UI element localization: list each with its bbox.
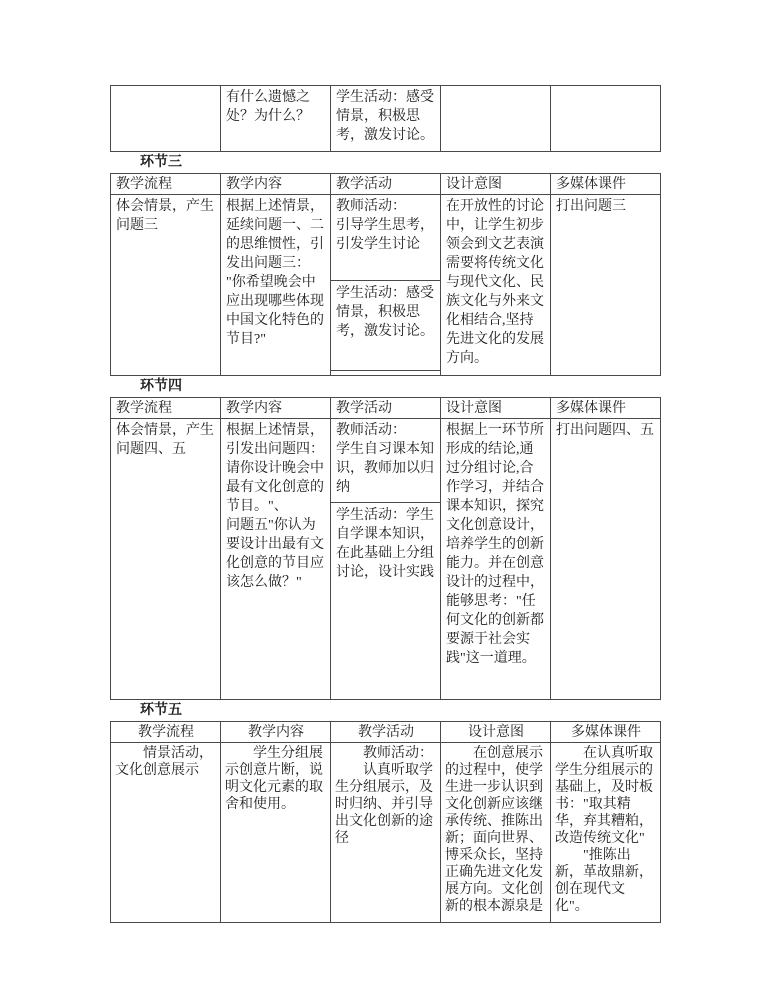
cell-media-courseware (551, 86, 661, 152)
media-courseware-text: 打出问题三 (556, 199, 626, 214)
teaching-content-text: 有什么遗憾之 处？为什么？ (226, 90, 310, 124)
header-teaching-flow: 教学流程 (111, 398, 221, 419)
cell-teaching-flow (111, 743, 221, 923)
cell-teaching-activity (331, 419, 441, 700)
cell-design-intent (441, 195, 551, 376)
header-teaching-flow: 教学流程 (111, 174, 221, 195)
table-row (111, 743, 661, 923)
cell-teaching-activity (331, 195, 441, 376)
header-teaching-flow: 教学流程 (111, 722, 221, 743)
table-row (111, 195, 661, 376)
teacher-activity-box: 教师活动： 学生自习课本知 识，教师加以归 纳 (331, 419, 440, 503)
cell-teaching-content (221, 419, 331, 700)
header-teaching-activity: 教学活动 (331, 398, 441, 419)
cell-design-intent (441, 419, 551, 700)
header-row (111, 174, 661, 195)
table-row (111, 419, 661, 700)
header-media-courseware: 多媒体课件 (551, 398, 661, 419)
table-section3 (110, 173, 661, 376)
media-courseware-text: 在认真听取 学生分组展示的 基础上，及时板 书："取其精 华，弃其糟粕， 改造传统文化" "推陈出 新，革故鼎新， 创在现代文 化"。 (555, 746, 653, 914)
table-section5 (110, 721, 661, 923)
teaching-flow-text: 体会情景，产生 问题四、五 (116, 423, 214, 457)
cell-teaching-activity (331, 743, 441, 923)
section-heading-3: 环节三 (140, 155, 182, 170)
media-courseware-text: 打出问题四、五 (556, 423, 654, 438)
header-row (111, 722, 661, 743)
cell-media-courseware (551, 743, 661, 923)
cell-teaching-flow (111, 86, 221, 152)
design-intent-text: 根据上一环节所 形成的结论,通 过分组讨论,合 作学习，并结合 课本知识，探究 文化创意设计， 培养学生的创新 能力。并在创意 设计的过程中， 能够思考："任 何文化的创新都 要源于社会实 践"这一道理。 (446, 423, 544, 666)
student-activity-box: 学生活动：学生 自学课本知识， 在此基础上分组 讨论，设计实践 (336, 508, 434, 580)
teaching-flow-text: 体会情景，产生 问题三 (116, 199, 214, 233)
teaching-flow-text: 情景活动， 文化创意展示 (115, 746, 213, 778)
header-media-courseware: 多媒体课件 (551, 174, 661, 195)
table-continuation (110, 85, 661, 152)
header-teaching-content: 教学内容 (221, 398, 331, 419)
cell-teaching-flow (111, 419, 221, 700)
header-design-intent: 设计意图 (441, 174, 551, 195)
header-design-intent: 设计意图 (441, 398, 551, 419)
design-intent-text: 在开放性的讨论 中，让学生初步 领会到文艺表演 需要将传统文化 与现代文化、民 族文化与外来文 化相结合,坚持 先进文化的发展 方向。 (446, 199, 544, 366)
cell-teaching-content (221, 743, 331, 923)
cell-design-intent (441, 743, 551, 923)
teaching-activity-text: 教师活动： 认真听取学 生分组展示，及 时归纳、并引导 出文化创新的途 径 (335, 746, 433, 846)
teacher-activity-box: 教师活动： 引导学生思考， 引发学生讨论 (331, 195, 440, 281)
header-teaching-activity: 教学活动 (331, 722, 441, 743)
section-heading-4: 环节四 (140, 379, 182, 394)
student-activity-box: 学生活动：感受 情景，积极思 考，激发讨论。 (331, 281, 440, 371)
header-teaching-content: 教学内容 (221, 722, 331, 743)
cell-media-courseware (551, 195, 661, 376)
header-teaching-content: 教学内容 (221, 174, 331, 195)
student-activity-text: 学生活动：感受 情景，积极思 考，激发讨论。 (336, 90, 434, 143)
teaching-content-text: 根据上述情景， 延续问题一、二 的思维惯性，引 发出问题三： "你希望晚会中 应出现哪些体现 中国文化特色的 节目?" (226, 199, 324, 347)
activity-boxes (331, 195, 440, 375)
cell-teaching-activity (331, 86, 441, 152)
cell-teaching-content (221, 86, 331, 152)
header-media-courseware: 多媒体课件 (551, 722, 661, 743)
cell-teaching-content (221, 195, 331, 376)
activity-boxes (331, 419, 440, 699)
teaching-content-text: 根据上述情景， 引发出问题四： 请你设计晚会中 最有文化创意的 节目。"、 问题五"你认为 要设计出最有文 化创意的节目应 该怎么做？" (226, 423, 324, 590)
table-section4 (110, 397, 661, 700)
design-intent-text: 在创意展示 的过程中，使学 生进一步认识到 文化创新应该继 承传统、推陈出 新；面向世界、 博采众长，坚持 正确先进文化发 展方向。文化创 新的根本源泉是 (445, 746, 543, 914)
header-teaching-activity: 教学活动 (331, 174, 441, 195)
teaching-content-text: 学生分组展 示创意片断，说 明文化元素的取 舍和使用。 (225, 746, 323, 812)
header-row (111, 398, 661, 419)
header-design-intent: 设计意图 (441, 722, 551, 743)
table-row (111, 86, 661, 152)
cell-design-intent (441, 86, 551, 152)
cell-media-courseware (551, 419, 661, 700)
section-heading-5: 环节五 (140, 703, 182, 718)
cell-teaching-flow (111, 195, 221, 376)
